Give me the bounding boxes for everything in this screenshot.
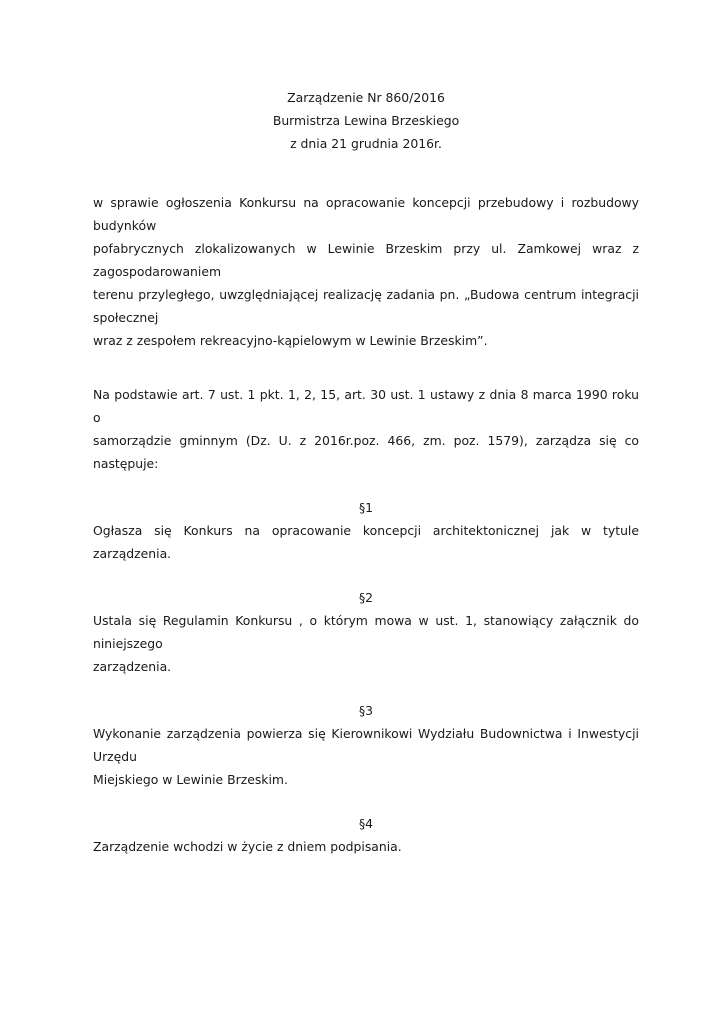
issue-date: z dnia 21 grudnia 2016r. [290,136,442,151]
subject-line: wraz z zespołem rekreacyjno-kąpielowym w Lewinie Brzeskim”. [93,333,488,348]
section-1 [93,496,639,565]
section-text: Zarządzenie wchodzi w życie z dniem podpisania. [93,839,402,854]
section-text: Ustala się Regulamin Konkursu , o którym mowa w ust. 1, stanowiący załącznik do niniejszego [93,613,639,651]
subject-line: terenu przyległego, uwzględniającej realizację zadania pn. „Budowa centrum integracji społecznej [93,287,639,325]
subject-paragraph [93,191,639,352]
section-mark: §2 [358,590,374,605]
section-4 [93,812,639,858]
subject-line: w sprawie ogłoszenia Konkursu na opracowanie koncepcji przebudowy i rozbudowy budynków [93,195,639,233]
issuer: Burmistrza Lewina Brzeskiego [272,113,460,128]
section-mark: §3 [358,703,374,718]
basis-line: Na podstawie art. 7 ust. 1 pkt. 1, 2, 15, art. 30 ust. 1 ustawy z dnia 8 marca 1990 roku o [93,387,639,425]
section-mark: §4 [358,816,374,831]
basis-line: samorządzie gminnym (Dz. U. z 2016r.poz. 466, zm. poz. 1579), zarządza się co następuje: [93,433,639,471]
document-page [93,86,639,858]
section-text: Miejskiego w Lewinie Brzeskim. [93,772,288,787]
section-2 [93,586,639,678]
order-number: Zarządzenie Nr 860/2016 [287,90,445,105]
legal-basis-paragraph [93,383,639,475]
section-text: Ogłasza się Konkurs na opracowanie koncepcji architektonicznej jak w tytule zarządzenia. [93,523,639,561]
document-header [93,86,639,155]
section-mark: §1 [358,500,374,515]
section-text: zarządzenia. [93,659,172,674]
section-text: Wykonanie zarządzenia powierza się Kierownikowi Wydziału Budownictwa i Inwestycji Urzędu [93,726,639,764]
section-3 [93,699,639,791]
subject-line: pofabrycznych zlokalizowanych w Lewinie Brzeskim przy ul. Zamkowej wraz z zagospodarowaniem [93,241,639,279]
